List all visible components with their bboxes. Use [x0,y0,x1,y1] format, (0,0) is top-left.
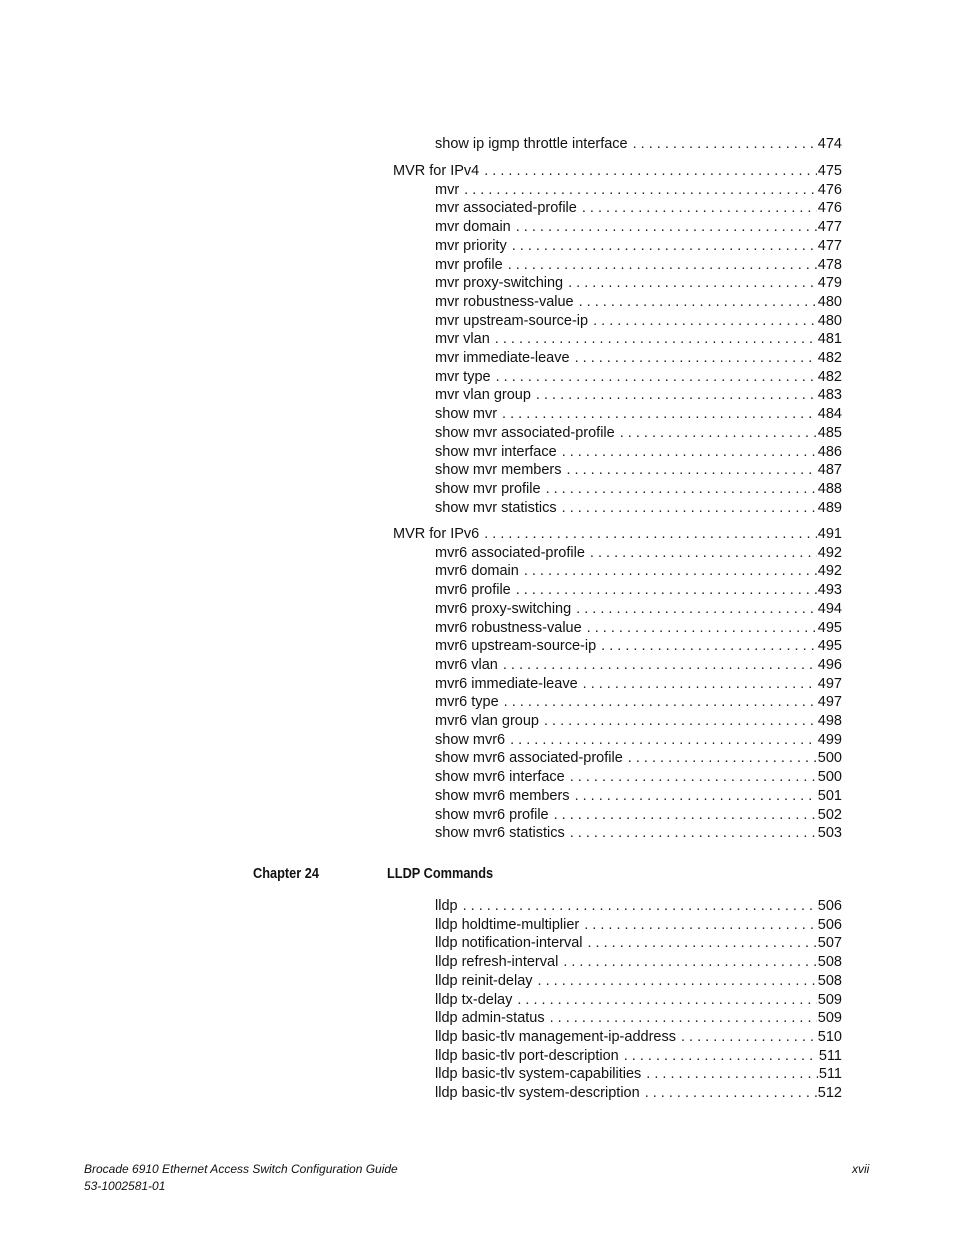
toc-entry-label: lldp refresh-interval [435,954,559,971]
toc-entry[interactable] [435,619,842,637]
toc-entry-page: 486 [817,443,842,460]
dot-leader [496,368,817,386]
toc-entry[interactable] [435,600,842,618]
toc-entry-label: lldp basic-tlv port-description [435,1047,619,1064]
toc-entry-page: 493 [817,582,842,599]
toc-entry[interactable] [435,237,842,255]
toc-entry-label: show mvr statistics [435,499,557,516]
dot-leader [570,768,817,786]
dot-leader [502,405,817,423]
toc-entry[interactable] [435,480,842,498]
toc-entry-page: 506 [817,916,842,933]
toc-entry-page: 500 [817,769,842,786]
toc-entry-page: 488 [817,480,842,497]
dot-leader [484,162,817,180]
dot-leader [538,972,817,990]
dot-leader [587,619,817,637]
toc-entry-label: mvr vlan [435,331,490,348]
toc-entry[interactable] [435,499,842,517]
toc-entry-page: 475 [817,163,842,179]
dot-leader [550,1009,817,1027]
toc-entry-label: mvr6 type [435,694,499,711]
dot-leader [646,1065,818,1083]
toc-entry-label: show mvr6 [435,731,506,748]
toc-entry[interactable] [435,562,842,580]
dot-leader [582,199,817,217]
dot-leader [546,480,817,498]
toc-entry[interactable] [435,897,842,915]
toc-entry-label: lldp reinit-delay [435,972,533,989]
toc-entry[interactable] [435,916,842,934]
dot-leader [588,934,817,952]
toc-entry-label: lldp holdtime-multiplier [435,916,580,933]
toc-entry[interactable] [435,675,842,693]
dot-leader [464,181,817,199]
toc-entry[interactable] [435,1009,842,1027]
toc-entry-label: mvr6 proxy-switching [435,600,572,617]
toc-entry-label: mvr profile [435,256,503,273]
toc-entry[interactable] [435,991,842,1009]
toc-entry[interactable] [435,424,842,442]
toc-entry[interactable] [435,135,842,153]
toc-entry-label: mvr vlan group [435,387,531,404]
toc-entry-label: mvr6 upstream-source-ip [435,638,597,655]
toc-entry-page: 484 [817,406,842,423]
toc-entry-label: mvr immediate-leave [435,350,570,366]
toc-entry-page: 499 [817,731,842,748]
toc-entry[interactable] [435,368,842,386]
toc-entry-page: 480 [817,312,842,329]
toc-entry[interactable] [435,1047,842,1065]
toc-entry[interactable] [435,693,842,711]
dot-leader [510,731,817,749]
toc-entry-label: mvr [435,181,460,198]
dot-leader [576,600,817,618]
toc-entry-page: 477 [817,237,842,254]
toc-entry[interactable] [435,274,842,292]
toc-entry-page: 479 [817,275,842,292]
dot-leader [562,499,817,517]
toc-entry-page: 501 [817,787,842,804]
toc-entry-label: show mvr6 statistics [435,825,565,842]
chapter-title: LLDP Commands [387,866,494,882]
toc-entry[interactable] [435,637,842,655]
toc-section-heading[interactable] [393,525,842,543]
toc-entry-page: 503 [817,825,842,842]
toc-entry-label: mvr domain [435,219,511,236]
dot-leader [645,1084,817,1102]
dot-leader [508,256,817,274]
toc-entry-page: 492 [817,563,842,580]
dot-leader [575,349,817,367]
dot-leader [628,749,817,767]
toc-entry[interactable] [435,405,842,423]
dot-leader [601,637,817,655]
dot-leader [620,424,817,442]
toc-entry[interactable] [435,806,842,824]
toc-entry-page: 509 [817,991,842,1008]
footer-doc-number: 53-1002581-01 [84,1179,166,1193]
dot-leader [633,135,817,153]
dot-leader [567,461,817,479]
toc-entry-label: lldp [435,898,458,914]
dot-leader [568,274,817,292]
toc-entry-page: 496 [817,656,842,673]
toc-entry-page: 508 [817,954,842,971]
toc-entry[interactable] [435,330,842,348]
toc-entry-page: 480 [817,293,842,310]
toc-entry-label: show mvr6 members [435,787,570,804]
dot-leader [544,712,817,730]
toc-entry[interactable] [435,386,842,404]
toc-entry-label: mvr upstream-source-ip [435,312,589,329]
toc-entry[interactable] [435,749,842,767]
toc-entry-label: lldp admin-status [435,1010,545,1027]
toc-entry[interactable] [435,443,842,461]
dot-leader [524,562,817,580]
toc-entry-page: 474 [817,136,842,152]
dot-leader [624,1047,818,1065]
dot-leader [575,787,817,805]
toc-entry-label: mvr6 profile [435,582,511,599]
toc-entry-label: mvr6 associated-profile [435,544,585,561]
toc-entry-page: 483 [817,387,842,404]
dot-leader [517,991,816,1009]
dot-leader [484,525,817,543]
toc-entry-page: 478 [817,256,842,273]
toc-entry-label: mvr priority [435,237,507,254]
dot-leader [593,312,817,330]
toc-entry-page: 511 [818,1047,842,1064]
dot-leader [681,1028,817,1046]
toc-entry[interactable] [435,768,842,786]
toc-entry-page: 487 [817,462,842,479]
toc-entry-page: 507 [817,935,842,952]
toc-entry-label: mvr6 domain [435,563,519,580]
dot-leader [495,330,817,348]
toc-entry-label: mvr6 vlan [435,656,498,673]
toc-entry-label: lldp basic-tlv management-ip-address [435,1028,676,1045]
toc-entry-label: mvr proxy-switching [435,275,564,292]
toc-entry-page: 476 [817,200,842,217]
toc-entry-page: 494 [817,600,842,617]
toc-entry-page: 482 [817,368,842,385]
toc-entry-page: 495 [817,619,842,636]
toc-entry-page: 502 [817,806,842,823]
dot-leader [590,544,817,562]
dot-leader [503,656,817,674]
toc-entry[interactable] [435,824,842,842]
toc-entry[interactable] [435,1065,842,1083]
toc-entry[interactable] [435,461,842,479]
dot-leader [570,824,817,842]
dot-leader [504,693,817,711]
dot-leader [512,237,817,255]
dot-leader [579,293,817,311]
toc-entry[interactable] [435,731,842,749]
dot-leader [583,675,817,693]
toc-entry-page: 497 [817,675,842,692]
toc-entry[interactable] [435,349,842,367]
toc-entry-label: lldp basic-tlv system-description [435,1085,640,1101]
toc-entry-page: 511 [818,1066,842,1083]
toc-section-heading[interactable] [393,162,842,180]
toc-entry-page: 482 [817,350,842,366]
toc-entry-page: 510 [817,1028,842,1045]
dot-leader [554,806,817,824]
toc-entry[interactable] [435,199,842,217]
toc-entry-page: 508 [817,972,842,989]
toc-entry[interactable] [435,1028,842,1046]
dot-leader [536,386,817,404]
toc-entry-label: show mvr interface [435,443,557,460]
toc-entry-label: show mvr associated-profile [435,424,615,441]
toc-entry-page: 512 [817,1085,842,1101]
toc-entry-label: lldp basic-tlv system-capabilities [435,1066,642,1083]
toc-entry-label: mvr type [435,368,491,385]
toc-entry-page: 509 [817,1010,842,1027]
dot-leader [516,581,817,599]
dot-leader [584,916,817,934]
toc-entry-label: show mvr members [435,462,562,479]
toc-entry-page: 498 [817,713,842,729]
footer-page-number: xvii [852,1162,870,1176]
toc-entry-label: lldp notification-interval [435,935,583,952]
toc-entry-page: 491 [817,526,842,542]
toc-entry-page: 495 [817,638,842,655]
toc-entry[interactable] [435,544,842,562]
dot-leader [516,218,817,236]
toc-entry[interactable] [435,953,842,971]
toc-entry-label: show mvr [435,406,498,423]
toc-entry[interactable] [435,1084,842,1102]
toc-entry-label: lldp tx-delay [435,991,513,1008]
toc-entry[interactable] [435,293,842,311]
toc-entry[interactable] [435,972,842,990]
toc-entry-label: mvr6 vlan group [435,713,539,729]
toc-entry-page: 497 [817,694,842,711]
toc-entry-label: show mvr6 associated-profile [435,750,623,767]
toc-entry[interactable] [435,312,842,330]
dot-leader [463,897,817,915]
toc-entry[interactable] [435,181,842,199]
toc-entry-page: 481 [817,331,842,348]
toc-entry-label: mvr6 immediate-leave [435,675,578,692]
toc-entry-label: mvr associated-profile [435,200,577,217]
toc-entry-page: 492 [817,544,842,561]
toc-entry-label: MVR for IPv6 [393,526,480,542]
toc-entry-page: 489 [817,499,842,516]
footer-doc-title: Brocade 6910 Ethernet Access Switch Configuration Guide [84,1162,398,1176]
toc-entry-label: show mvr profile [435,480,541,497]
dot-leader [563,953,816,971]
toc-entry-label: MVR for IPv4 [393,163,480,179]
toc-entry-label: show mvr6 profile [435,806,549,823]
toc-entry-label: show ip igmp throttle interface [435,136,628,152]
toc-entry-page: 477 [817,219,842,236]
dot-leader [562,443,817,461]
toc-entry[interactable] [435,712,842,730]
toc-entry-label: mvr robustness-value [435,293,574,310]
toc-entry-page: 500 [817,750,842,767]
toc-entry-page: 506 [817,898,842,914]
toc-entry[interactable] [435,787,842,805]
toc-entry-label: mvr6 robustness-value [435,619,582,636]
chapter-number: Chapter 24 [253,866,319,882]
toc-entry[interactable] [435,581,842,599]
toc-entry-label: show mvr6 interface [435,769,565,786]
toc-entry[interactable] [435,256,842,274]
toc-entry-page: 476 [817,181,842,198]
toc-entry-page: 485 [817,424,842,441]
toc-entry[interactable] [435,656,842,674]
toc-entry[interactable] [435,934,842,952]
toc-entry[interactable] [435,218,842,236]
